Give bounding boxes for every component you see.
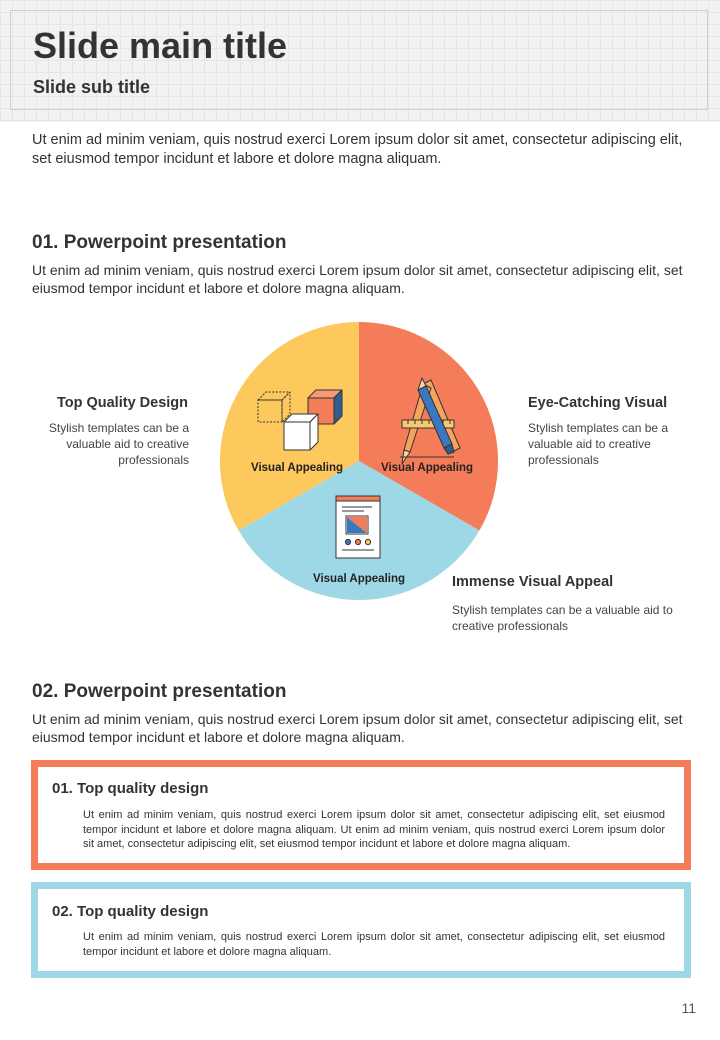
pie-label-orange: Visual Appealing xyxy=(380,462,474,474)
page-subtitle: Slide sub title xyxy=(33,77,151,97)
info-box-1-text: Ut enim ad minim veniam, quis nostrud exerci Lorem ipsum dolor sit amet, consectetur adipiscing elit, set eiusmod tempor incidunt et labore et dolore magna aliquam. Ut enim ad minim veniam, quis nostrud exerci Lorem ipsum dolor sit amet, consectetur adipiscing elit, set eiusmod tempor incidunt et labore et dolore magna aliquam. xyxy=(83,809,665,850)
section1-title: 01. Powerpoint presentation xyxy=(32,232,287,253)
info-box-1 xyxy=(31,760,691,870)
info-box-2 xyxy=(31,882,691,978)
feature-immense-text: Stylish templates can be a valuable aid to creative professionals xyxy=(452,603,673,633)
section2-text: Ut enim ad minim veniam, quis nostrud exerci Lorem ipsum dolor sit amet, consectetur adipiscing elit, set eiusmod tempor incidunt et labore et dolore magna aliquam. xyxy=(32,711,683,745)
header-band xyxy=(0,0,720,122)
feature-eye-catching-title: Eye-Catching Visual xyxy=(528,395,668,411)
pie-label-blue: Visual Appealing xyxy=(312,573,406,585)
info-box-1-title: 01. Top quality design xyxy=(52,780,209,797)
feature-immense-title: Immense Visual Appeal xyxy=(452,574,614,590)
header-box xyxy=(10,10,708,110)
info-box-2-text: Ut enim ad minim veniam, quis nostrud exerci Lorem ipsum dolor sit amet, consectetur adipiscing elit, set eiusmod tempor incidunt et labore et dolore magna aliquam. xyxy=(83,931,665,958)
page-title: Slide main title xyxy=(33,25,288,66)
feature-top-quality-text: Stylish templates can be a valuable aid to creative professionals xyxy=(48,421,189,467)
feature-eye-catching-text: Stylish templates can be a valuable aid to creative professionals xyxy=(528,421,669,467)
pie-chart xyxy=(218,320,500,602)
document-layout-icon xyxy=(336,496,380,558)
section2-title: 02. Powerpoint presentation xyxy=(32,681,287,702)
page-number: 11 xyxy=(681,1000,696,1016)
intro-text: Ut enim ad minim veniam, quis nostrud exerci Lorem ipsum dolor sit amet, consectetur adipiscing elit, set eiusmod tempor incidunt et labore et dolore magna aliquam. xyxy=(32,132,683,167)
feature-top-quality-title: Top Quality Design xyxy=(56,395,188,411)
pie-label-yellow: Visual Appealing xyxy=(250,462,344,474)
info-box-2-title: 02. Top quality design xyxy=(52,903,209,920)
section1-text: Ut enim ad minim veniam, quis nostrud exerci Lorem ipsum dolor sit amet, consectetur adipiscing elit, set eiusmod tempor incidunt et labore et dolore magna aliquam. xyxy=(32,262,683,296)
